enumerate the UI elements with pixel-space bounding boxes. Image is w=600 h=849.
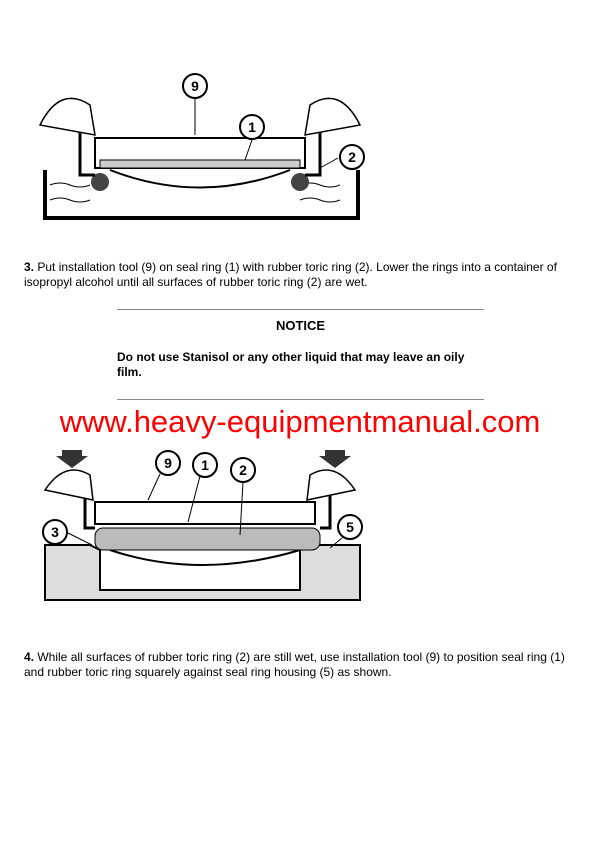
callout-2 xyxy=(231,458,255,482)
svg-text:3: 3 xyxy=(51,524,59,540)
notice-top-rule xyxy=(117,309,484,310)
callout-1 xyxy=(240,115,264,139)
watermark-url: www.heavy-equipmentmanual.com xyxy=(59,404,541,439)
callout-9 xyxy=(183,74,207,98)
callout-2 xyxy=(340,145,364,169)
notice-bottom-rule xyxy=(117,399,484,400)
svg-text:2: 2 xyxy=(348,149,356,165)
svg-text:9: 9 xyxy=(191,78,199,94)
figure-1-illustration xyxy=(0,0,600,240)
svg-text:5: 5 xyxy=(346,519,354,535)
svg-text:1: 1 xyxy=(248,119,256,135)
callout-5 xyxy=(338,515,362,539)
step-4-paragraph: 4. While all surfaces of rubber toric ring (2) are still wet, use installation tool (9) to position seal ring (1) and rubber toric ring squarely against seal ring housing (5) as shown. xyxy=(24,650,565,679)
callout-1 xyxy=(193,453,217,477)
svg-text:2: 2 xyxy=(239,462,247,478)
figure-2-illustration xyxy=(0,450,600,610)
notice-title: NOTICE xyxy=(275,318,326,333)
svg-text:9: 9 xyxy=(164,455,172,471)
callout-9 xyxy=(156,451,180,475)
notice-text: Do not use Stanisol or any other liquid that may leave an oily film. xyxy=(117,350,465,379)
svg-text:1: 1 xyxy=(201,457,209,473)
step-3-paragraph: 3. Put installation tool (9) on seal ring (1) with rubber toric ring (2). Lower the rings into a container of isopropyl alcohol until all surfaces of rubber toric ring (2) are wet. xyxy=(24,260,557,289)
callout-3 xyxy=(43,520,67,544)
